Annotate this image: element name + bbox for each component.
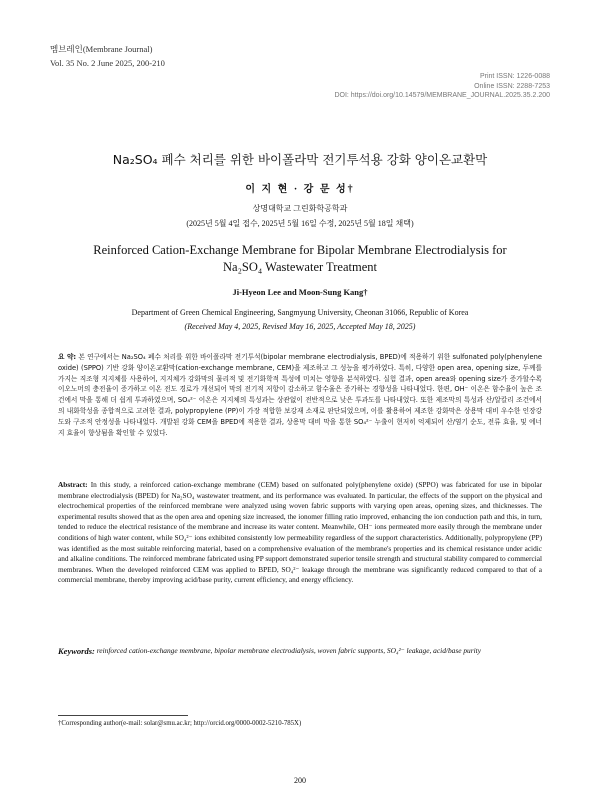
english-dates: (Received May 4, 2025, Revised May 16, 2025, Accepted May 18, 2025) [184,322,416,331]
footnote-divider [58,715,188,716]
keywords-label: Keywords: [58,646,95,656]
korean-abstract [58,352,542,438]
english-abstract-label: Abstract: [58,480,88,489]
english-title-line1: Reinforced Cation-Exchange Membrane for Bipolar Membrane Electrodialysis for [93,243,507,257]
keywords [58,646,542,658]
journal-name: 멤브레인(Membrane Journal) [50,44,153,54]
print-issn: Print ISSN: 1226-0088 [479,73,550,80]
english-title [40,242,560,276]
korean-dates: (2025년 5월 4일 접수, 2025년 5월 16일 수정, 2025년 5월 18일 채택) [186,219,414,228]
keywords-text: reinforced cation-exchange membrane, bipolar membrane electrodialysis, woven fabric supports, SO₄²⁻ leakage, acid/base purity [96,646,482,655]
korean-title: Na₂SO₄ 폐수 처리를 위한 바이폴라막 전기투석용 강화 양이온교환막 [112,152,488,167]
publication-meta [250,72,550,101]
korean-abstract-label: 요 약: [58,353,77,361]
online-issn: Online ISSN: 2288-7253 [474,82,550,90]
english-abstract-text: In this study, a reinforced cation-exchange membrane (CEM) based on sulfonated poly(phenylene oxide) (SPPO) was fabricated for use in bipolar membrane electrodialysis (BPED) for Na₂SO₄ wastewater treatment, and its performance was evaluated. In particular, the effects of the support on the physical and electrochemical properties of the reinforced membrane were analyzed using woven fabric supports with varying open areas, opening sizes, and thicknesses. The experimental results showed that as the open area and opening size increased, the ionomer filling ratio improved, enhancing the ion conduction path and this, in turn, tended to reduce the electrical resistance of the membrane and increase its water content. Meanwhile, OH⁻ ions permeated more easily through the membrane under conditions of high water content, while SO₄²⁻ ions exhibited consistently low permeability regardless of the support characteristics. Additionally, polypropylene (PP) was identified as the most suitable reinforcing material, based on a comprehensive evaluation of the membrane's properties and its chemical resistance under acidic and alkaline conditions. The reinforced membrane fabricated using PP support demonstrated superior tensile strength and structural stability compared to commercial membranes. When the developed reinforced CEM was applied to BPED, SO₄²⁻ leakage through the membrane was significantly reduced compared to that of a commercial membrane, thereby improving acid/base purity, current efficiency, and energy efficiency. [58,480,542,585]
journal-header [50,42,165,70]
page-number: 200 [294,776,306,785]
english-title-line2: Na₂SO₄ Wastewater Treatment [223,260,377,274]
english-authors: Ji-Hyeon Lee and Moon-Sung Kang† [232,287,368,297]
corresponding-author-footnote: †Corresponding author(e-mail: solar@smu.ac.kr; http://orcid.org/0000-0002-5210-785X) [58,720,302,727]
doi-link[interactable]: DOI: https://doi.org/10.14579/MEMBRANE_JOURNAL.2025.35.2.200 [334,92,550,99]
journal-issue: Vol. 35 No. 2 June 2025, 200-210 [50,58,165,68]
english-abstract [58,480,542,586]
korean-affiliation: 상명대학교 그린화학공학과 [252,204,348,213]
korean-abstract-text: 본 연구에서는 Na₂SO₄ 폐수 처리를 위한 바이폴라막 전기투석(bipolar membrane electrodialysis, BPED)에 적용하기 위한 sulfonated poly(phenylene oxide) (SPPO) 기반 강화 양이온교환막(cation-exchange membrane, CEM)을 제조하고 그 성능을 평가하였다. 특히, 다양한 open area, opening size, 두께를 가지는 직조형 지지체를 사용하여, 지지체가 강화막의 물리적 및 전기화학적 특성에 미치는 영향을 분석하였다. 실험 결과, open area와 opening size가 증가할수록 이오노머의 충전율이 증가하고 이온 전도 경로가 개선되어 막의 전기적 저항이 감소하고 함수율은 증가하는 경향성을 나타내었다. 한편, OH⁻ 이온은 함수율이 높은 조건에서 막을 통해 더 쉽게 투과하였으며, SO₄²⁻ 이온은 지지체의 특성과는 상관없이 전반적으로 낮은 투과도를 나타내었다. 또한 제조막의 특성과 산/알칼리 조건에서의 내화학성을 종합적으로 고려한 결과, polypropylene (PP)이 가장 적합한 보강재 소재로 판단되었으며, 이를 활용하여 제조한 강화막은 상용막 대비 우수한 인장강도와 구조적 안정성을 나타내었다. 개발된 강화 CEM을 BPED에 적용한 결과, 상용막 대비 막을 통한 SO₄²⁻ 누출이 현저히 억제되어 산/염기 순도, 전류 효율, 및 에너지 효율이 향상됨을 확인할 수 있었다. [58,353,542,437]
korean-authors: 이 지 현 · 강 문 성† [245,184,355,195]
english-affiliation: Department of Green Chemical Engineering, Sangmyung University, Cheonan 31066, Republic of Korea [131,308,469,317]
